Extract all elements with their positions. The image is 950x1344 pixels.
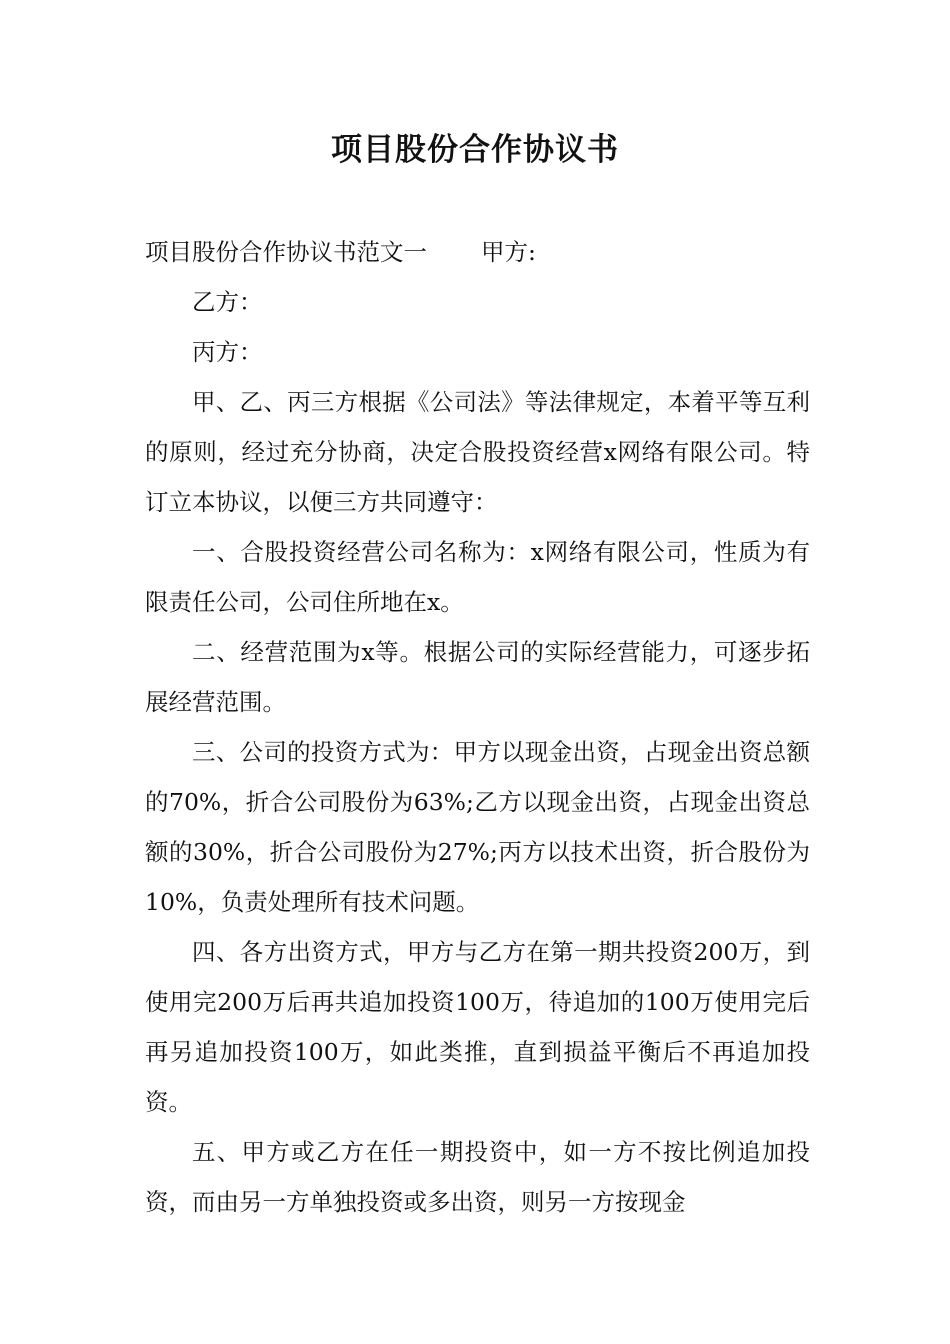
clause-1: 一、合股投资经营公司名称为：x网络有限公司，性质为有限责任公司，公司住所地在x。 bbox=[145, 538, 810, 616]
clause-3: 三、公司的投资方式为：甲方以现金出资，占现金出资总额的70%，折合公司股份为63%;乙方以现金出资，占现金出资总额的30%，折合公司股份为27%;丙方以技术出资，折合股份为10%，负责处理所有技术问题。 bbox=[145, 738, 810, 916]
intro-line bbox=[145, 227, 810, 277]
clause-5: 五、甲方或乙方在任一期投资中，如一方不按比例追加投资，而由另一方单独投资或多出资，则另一方按现金 bbox=[145, 1138, 810, 1216]
document-title: 项目股份合作协议书 bbox=[331, 132, 619, 168]
intro-text: 项目股份合作协议书范文一 bbox=[145, 238, 427, 266]
party-a-label: 甲方: bbox=[481, 238, 536, 266]
party-c-label: 丙方： bbox=[192, 338, 263, 366]
clause-4: 四、各方出资方式，甲方与乙方在第一期共投资200万，到使用完200万后再共追加投资100万，待追加的100万使用完后再另追加投资100万，如此类推，直到损益平衡后不再追加投资。 bbox=[145, 938, 810, 1116]
clause-2: 二、经营范围为x等。根据公司的实际经营能力，可逐步拓展经营范围。 bbox=[145, 638, 810, 716]
paragraph-preamble: 甲、乙、丙三方根据《公司法》等法律规定，本着平等互利的原则，经过充分协商，决定合股投资经营x网络有限公司。特订立本协议，以便三方共同遵守： bbox=[145, 388, 810, 516]
party-b-label: 乙方： bbox=[192, 288, 263, 316]
document-body bbox=[145, 227, 810, 1227]
